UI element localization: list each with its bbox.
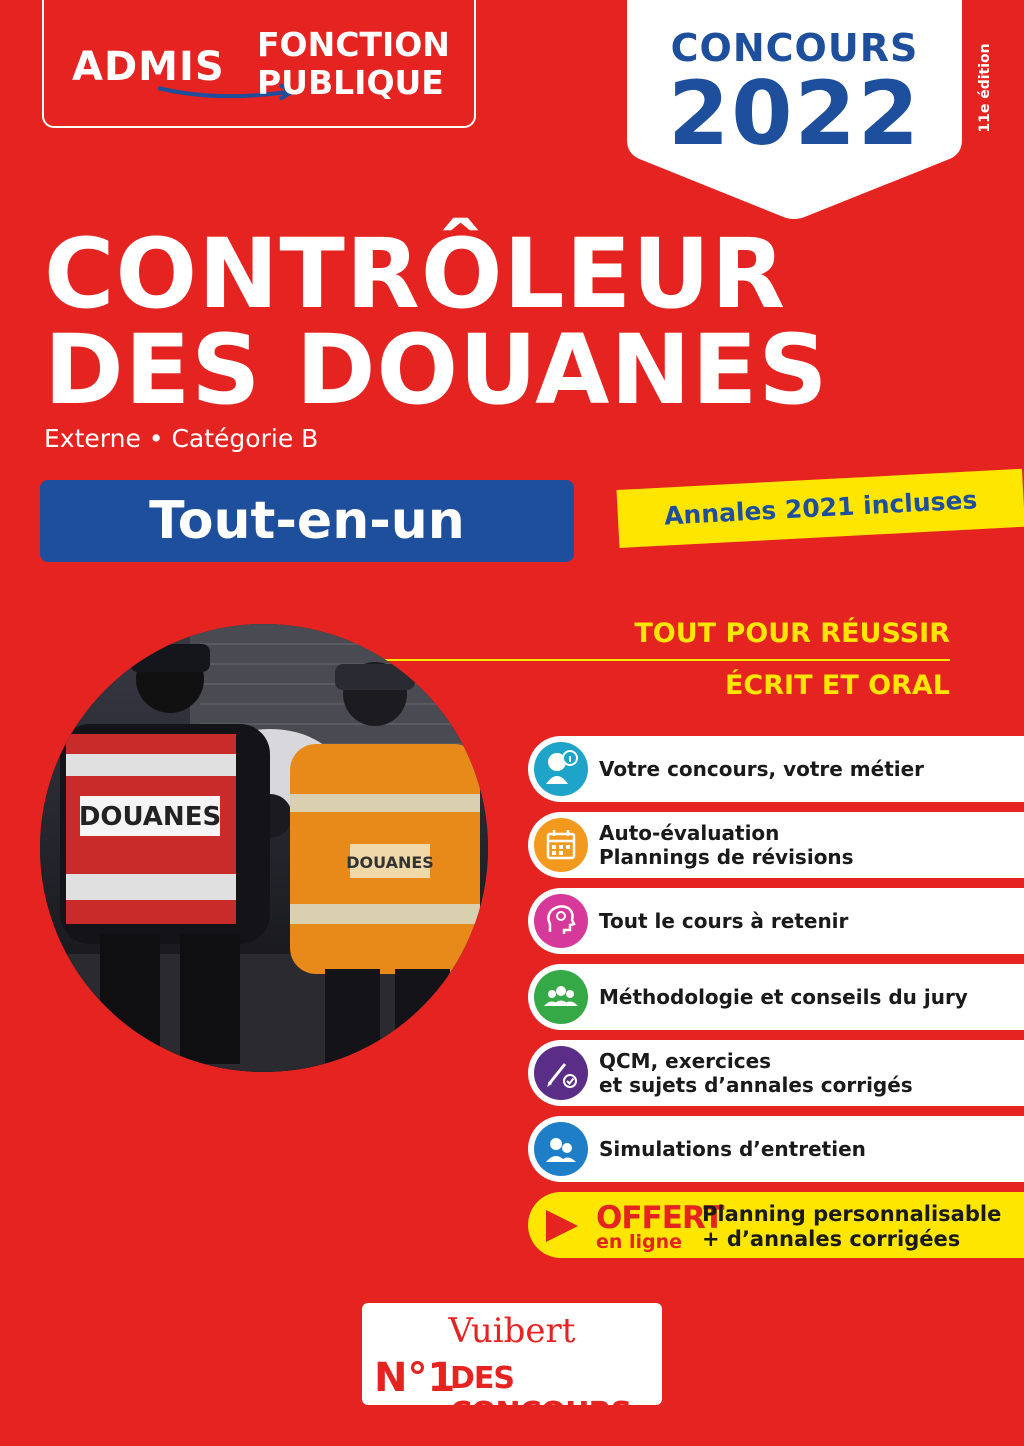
feature-item-qcm xyxy=(528,1040,1024,1106)
feature-item-auto-evaluation xyxy=(528,812,1024,878)
feature-line: et sujets d’annales corrigés xyxy=(599,1073,913,1097)
info-person-icon xyxy=(534,742,588,796)
tout-en-un-banner: Tout-en-un xyxy=(40,480,574,562)
feature-text xyxy=(599,1116,866,1182)
feature-line: Votre concours, votre métier xyxy=(599,757,925,781)
vest-text-left: DOUANES xyxy=(78,802,222,832)
publisher-logo xyxy=(362,1303,662,1431)
publisher-rank: N°1 xyxy=(374,1355,456,1401)
publique-line: PUBLIQUE xyxy=(257,63,444,102)
fonction-publique-label xyxy=(257,26,450,102)
tagline-divider xyxy=(348,659,950,661)
feature-line: Tout le cours à retenir xyxy=(599,909,849,933)
tagline-line-1: TOUT POUR RÉUSSIR xyxy=(634,618,950,649)
feature-text xyxy=(599,888,848,954)
book-subtitle: Externe • Catégorie B xyxy=(44,424,319,453)
edition-label: 11e édition xyxy=(977,43,993,133)
feature-item-concours xyxy=(528,736,1024,802)
publisher-tagline: DES CONCOURS xyxy=(450,1361,632,1431)
play-icon xyxy=(542,1208,582,1244)
offer-description xyxy=(702,1202,1001,1252)
fonction-line: FONCTION xyxy=(257,25,450,64)
annales-badge: Annales 2021 incluses xyxy=(616,469,1024,548)
admis-brand-logo xyxy=(42,0,476,128)
feature-text xyxy=(599,812,854,878)
offer-line-1: Planning personnalisable xyxy=(702,1202,1002,1226)
feature-text xyxy=(599,964,968,1030)
photo-illustration xyxy=(40,624,488,1072)
offer-label: OFFERT xyxy=(596,1200,724,1236)
feature-line: Auto-évaluation xyxy=(599,821,780,845)
offer-line-2: + d’annales corrigées xyxy=(702,1227,961,1251)
group-icon xyxy=(534,970,588,1024)
title-line-1: CONTRÔLEUR xyxy=(44,218,787,330)
vest-text-right: DOUANES xyxy=(346,853,434,872)
book-title xyxy=(44,218,829,426)
pen-check-icon xyxy=(534,1046,588,1100)
feature-line: QCM, exercices xyxy=(599,1049,772,1073)
brain-icon xyxy=(534,894,588,948)
feature-item-methodologie xyxy=(528,964,1024,1030)
feature-item-simulations xyxy=(528,1116,1024,1182)
feature-line: Simulations d’entretien xyxy=(599,1137,866,1161)
feature-item-cours xyxy=(528,888,1024,954)
customs-officers-photo xyxy=(40,624,488,1072)
offer-online-label: en ligne xyxy=(596,1231,683,1253)
calendar-icon xyxy=(534,818,588,872)
feature-text xyxy=(599,1040,913,1106)
concours-label: CONCOURS xyxy=(670,26,919,70)
feature-line: Méthodologie et conseils du jury xyxy=(599,985,968,1009)
tagline-line-2: ÉCRIT ET ORAL xyxy=(724,670,950,701)
concours-year: 2022 xyxy=(668,62,921,165)
title-line-2: DES DOUANES xyxy=(44,314,829,426)
conversation-icon xyxy=(534,1122,588,1176)
feature-line: Plannings de révisions xyxy=(599,845,854,869)
admis-label: ADMIS xyxy=(72,44,225,90)
publisher-name: Vuibert xyxy=(448,1311,576,1351)
feature-text xyxy=(599,736,924,802)
offer-banner xyxy=(528,1192,1024,1258)
